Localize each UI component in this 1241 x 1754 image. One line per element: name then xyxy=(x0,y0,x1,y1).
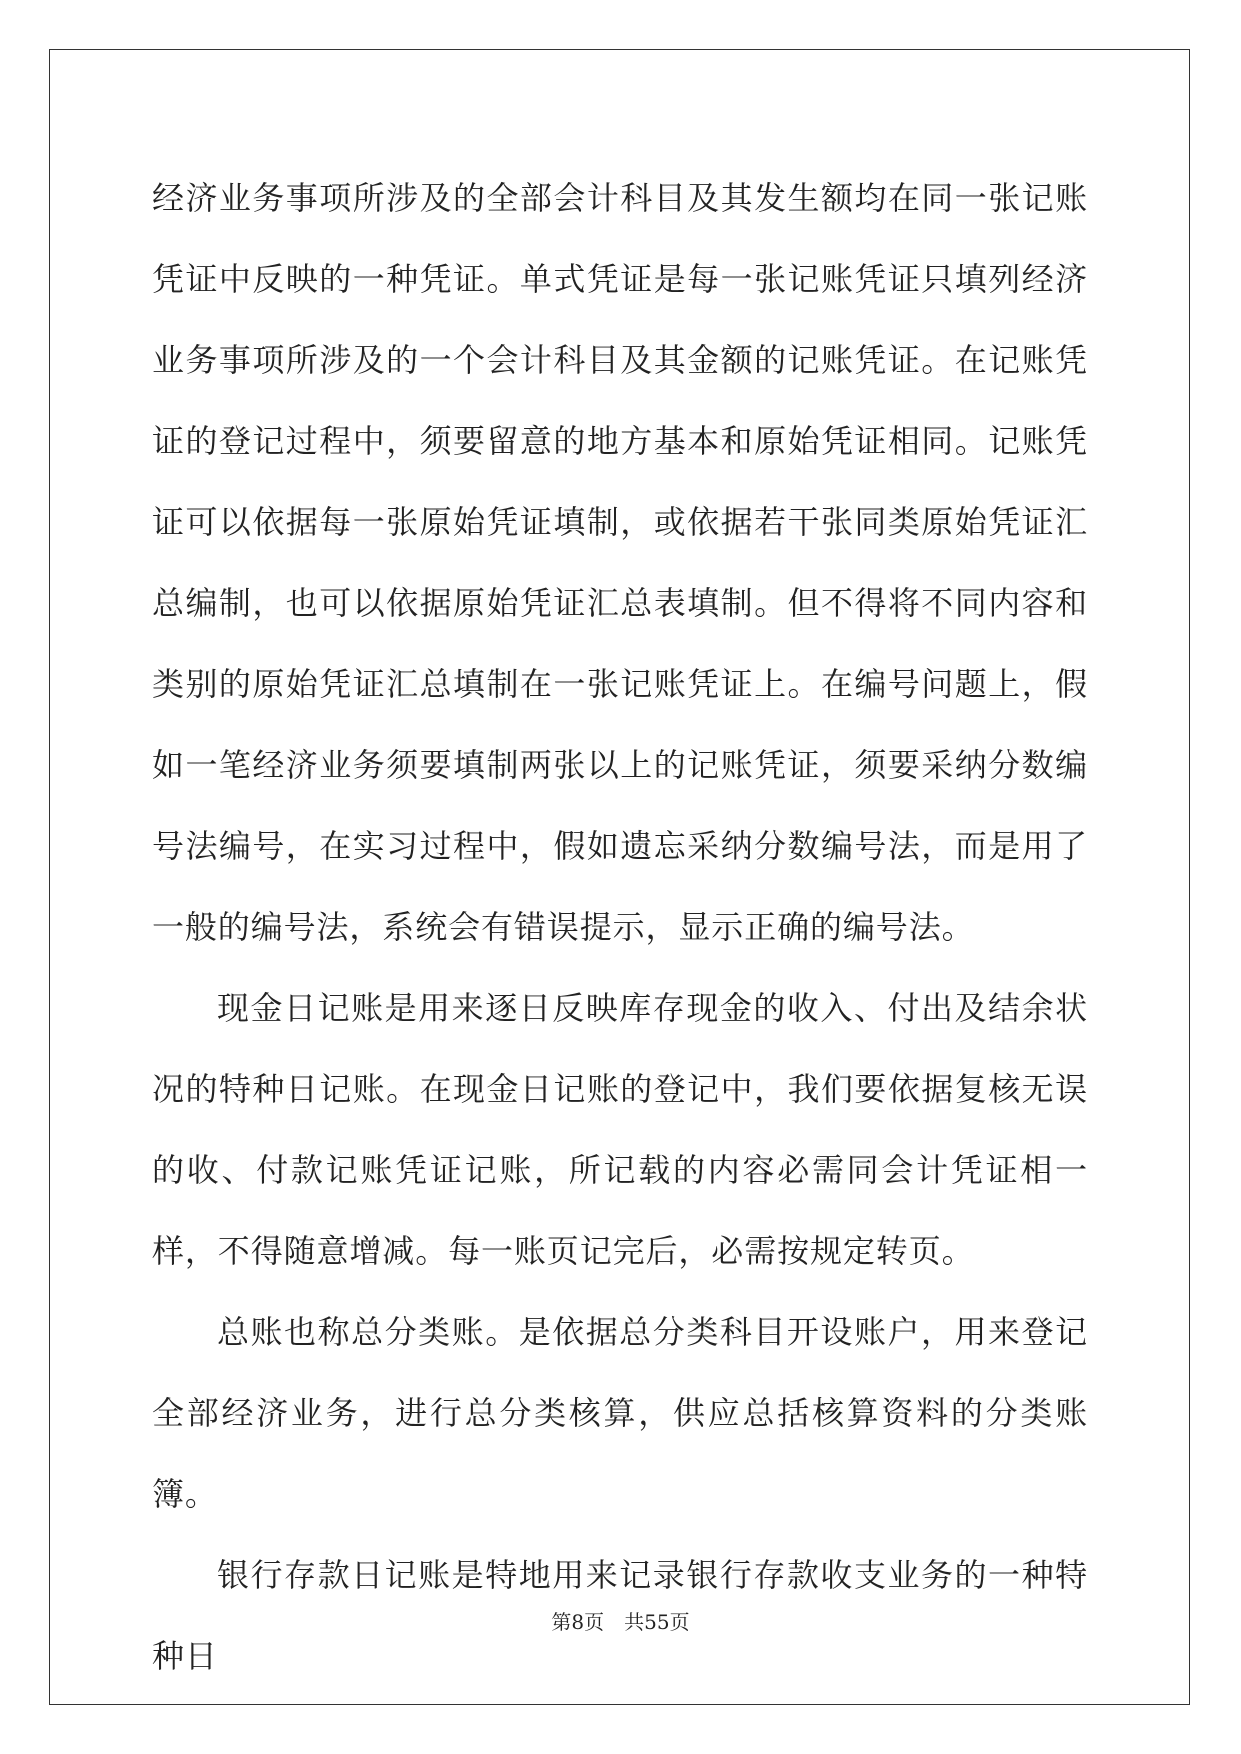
page-total: 共55页 xyxy=(624,1610,690,1634)
paragraph-bank-journal: 银行存款日记账是特地用来记录银行存款收支业务的一种特种日 xyxy=(152,1556,1088,1675)
page-number: 第8页 xyxy=(551,1610,605,1634)
paragraph-cash-journal: 现金日记账是用来逐日反映库存现金的收入、付出及结余状况的特种日记账。在现金日记账的登记中，我们要依据复核无误的收、付款记账凭证记账，所记载的内容必需同会计凭证相一样，不得随意增减。每一账页记完后，必需按规定转页。 xyxy=(152,989,1088,1270)
page-footer xyxy=(0,1606,1241,1635)
paragraph-vouchers: 经济业务事项所涉及的全部会计科目及其发生额均在同一张记账凭证中反映的一种凭证。单式凭证是每一张记账凭证只填列经济业务事项所涉及的一个会计科目及其金额的记账凭证。在记账凭证的登记过程中，须要留意的地方基本和原始凭证相同。记账凭证可以依据每一张原始凭证填制，或依据若干张同类原始凭证汇总编制，也可以依据原始凭证汇总表填制。但不得将不同内容和类别的原始凭证汇总填制在一张记账凭证上。在编号问题上，假如一笔经济业务须要填制两张以上的记账凭证，须要采纳分数编号法编号，在实习过程中，假如遗忘采纳分数编号法，而是用了一般的编号法，系统会有错误提示，显示正确的编号法。 xyxy=(152,179,1088,946)
paragraph-general-ledger: 总账也称总分类账。是依据总分类科目开设账户，用来登记全部经济业务，进行总分类核算，供应总括核算资料的分类账簿。 xyxy=(152,1313,1088,1513)
document-body xyxy=(152,158,1088,1697)
